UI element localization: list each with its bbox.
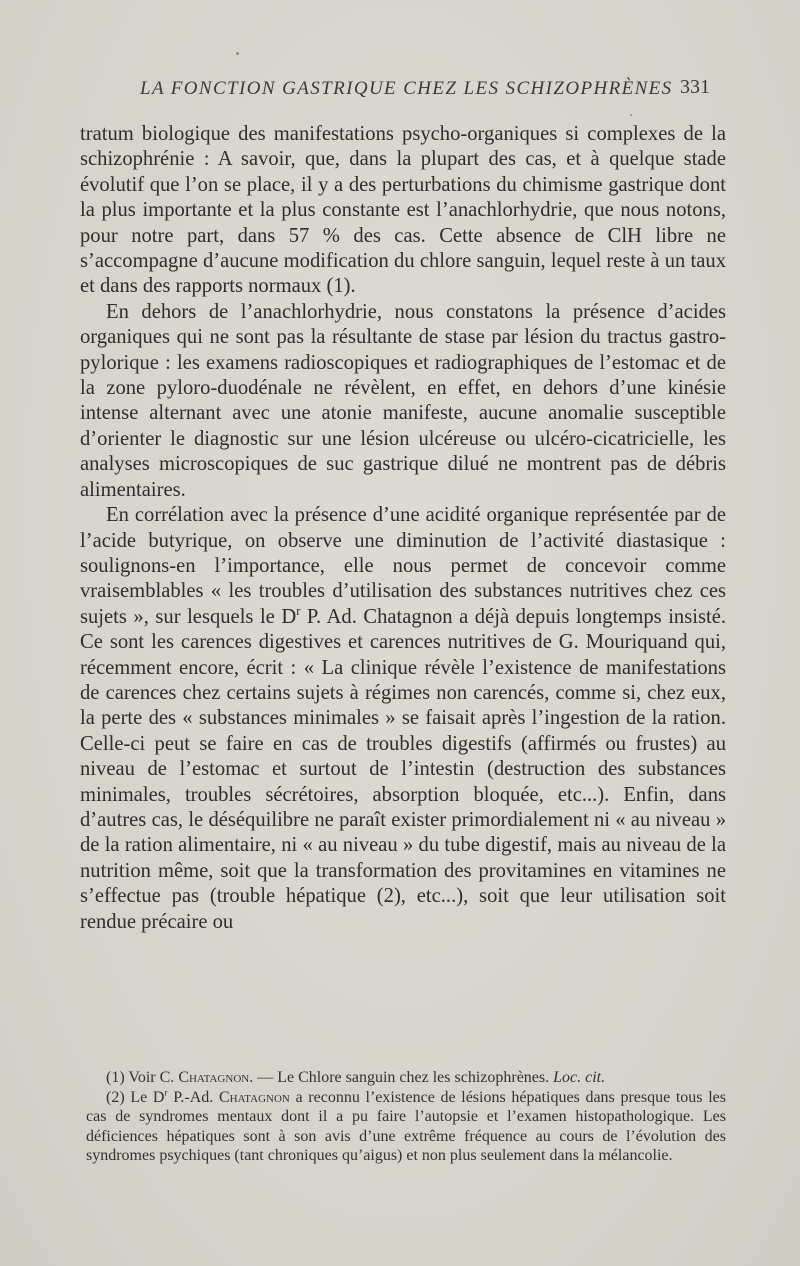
- footnote-text: (2) Le D: [106, 1088, 165, 1106]
- footnote-text: (1) Voir C.: [106, 1069, 179, 1086]
- footnote-2: [86, 1088, 726, 1166]
- paper-speck: [236, 52, 239, 55]
- superscript: r: [296, 603, 301, 618]
- paragraph: En dehors de l’anachlorhydrie, nous constatons la présence d’acides organiques qui ne sont pas la résultante de stase par lésion du tractus gastro-pylorique : les examens radioscopiques et radiographiques de l’estomac et de la zone pyloro-duodénale ne révèlent, en effet, en dehors d’une kinésie intense alternant avec une atonie manifeste, aucune anomalie susceptible d’orienter le diagnostic sur une lésion ulcéreuse ou ulcéro-cicatricielle, les analyses microscopiques de suc gastrique dilué ne montrent pas de débris alimentaires.: [80, 300, 726, 501]
- footnote-author: Chatagnon: [178, 1069, 250, 1086]
- footnote-text: a reconnu l’existence de lésions hépatiques dans presque tous les cas de syndromes mentaux dont il a pu faire l’autopsie et l’examen histopathologique. Les déficiences hépatiques sont à son avis d’une extrême fréquence au cours de l’évolution des syndromes psychiques (tant chroniques qu’aigus) et non plus seulement dans la mélancolie.: [86, 1088, 726, 1164]
- page-header: [140, 74, 710, 104]
- paragraph-text: En corrélation avec la présence d’une acidité organique représentée par de l’acide butyrique, on observe une diminution de l’activité diastasique : soulignons-en l’importance, elle nous permet de concevoir comme vraisemblables « les troubles d’utilisation des substances nutritives chez ces sujets », sur lesquels le D: [80, 504, 726, 628]
- paper-speck: [630, 114, 632, 116]
- superscript: r: [164, 1087, 168, 1099]
- running-title: LA FONCTION GASTRIQUE CHEZ LES SCHIZOPHRÈNES: [140, 78, 673, 99]
- body-text: [80, 122, 726, 935]
- footnotes: [86, 1068, 726, 1166]
- footnote-citation: Loc. cit.: [553, 1069, 606, 1086]
- page-number: 331: [680, 76, 710, 98]
- footnote-author: Chatagnon: [218, 1088, 290, 1106]
- paragraph: [80, 503, 726, 935]
- paragraph-text: P. Ad. Chatagnon a déjà depuis longtemps insisté. Ce sont les carences digestives et carences nutritives de G. Mouriquand qui, récemment encore, écrit : « La clinique révèle l’existence de manifestations de carences chez certains sujets à régimes non carencés, comme si, chez eux, la perte des « substances minimales » se faisait après l’ingestion de la ration. Celle-ci peut se faire en cas de troubles digestifs (affirmés ou frustes) au niveau de l’estomac et surtout de l’intestin (destruction des substances minimales, troubles sécrétoires, absorption bloquée, etc...). Enfin, dans d’autres cas, le déséquilibre ne paraît exister primordialement ni « au niveau » de la ration alimentaire, ni « au niveau » du tube digestif, mais au niveau de la nutrition même, soit que la transformation des provitamines en vitamines ne s’effectue pas (trouble hépatique (2), etc...), soit que leur utilisation soit rendue précaire ou: [80, 605, 726, 933]
- paragraph: tratum biologique des manifestations psycho-organiques si complexes de la schizophrénie : A savoir, que, dans la plupart des cas, et à quelque stade évolutif que l’on se place, il y a des perturbations du chimisme gastrique dont la plus importante et la plus constante est l’anachlorhydrie, que nous notons, pour notre part, dans 57 % des cas. Cette absence de ClH libre ne s’accompagne d’aucune modification du chlore sanguin, lequel reste à un taux et dans des rapports normaux (1).: [80, 123, 726, 298]
- footnote-text: P.-Ad.: [167, 1088, 219, 1106]
- footnote-1: [86, 1068, 726, 1088]
- footnote-text: . — Le Chlore sanguin chez les schizophrènes.: [249, 1069, 550, 1086]
